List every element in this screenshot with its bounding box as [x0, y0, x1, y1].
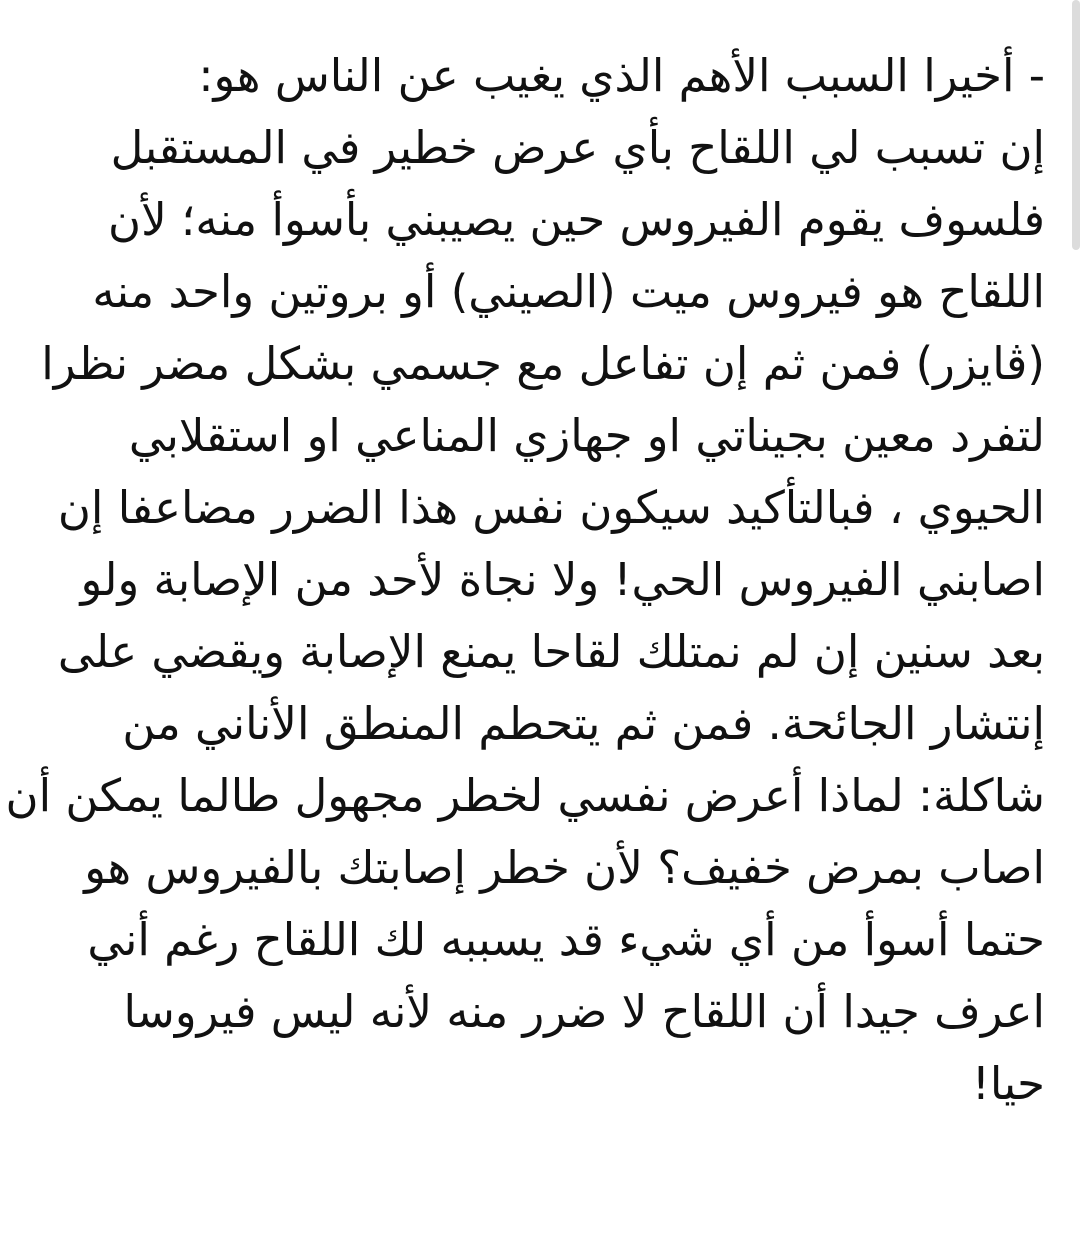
text-line: لتفرد معين بجيناتي او جهازي المناعي او استقلابي	[128, 409, 1045, 462]
text-line: اصاب بمرض خفيف؟ لأن خطر إصابتك بالفيروس هو	[84, 841, 1045, 894]
text-line: اللقاح هو فيروس ميت (الصيني) أو بروتين واحد منه	[92, 265, 1045, 318]
text-line: حيا!	[971, 1057, 1045, 1110]
scrollbar[interactable]	[1072, 0, 1080, 250]
text-line: حتما أسوأ من أي شيء قد يسببه لك اللقاح رغم أني	[87, 913, 1045, 966]
text-line: إن تسبب لي اللقاح بأي عرض خطير في المستقبل	[110, 121, 1045, 174]
text-line: شاكلة: لماذا أعرض نفسي لخطر مجهول طالما يمكن أن	[5, 769, 1045, 822]
text-line: اصابني الفيروس الحي! ولا نجاة لأحد من الإصابة ولو	[80, 553, 1045, 606]
text-line: إنتشار الجائحة. فمن ثم يتحطم المنطق الأناني من	[122, 697, 1045, 750]
text-line: (ڤايزر) فمن ثم إن تفاعل مع جسمي بشكل مضر نظرا	[41, 337, 1045, 390]
arabic-text-body	[5, 40, 1045, 1120]
text-line: فلسوف يقوم الفيروس حين يصيبني بأسوأ منه؛ لأن	[108, 193, 1045, 246]
text-line: الحيوي ، فبالتأكيد سيكون نفس هذا الضرر مضاعفا إن	[57, 481, 1045, 534]
text-line: - أخيرا السبب الأهم الذي يغيب عن الناس هو:	[198, 49, 1045, 102]
text-line: اعرف جيدا أن اللقاح لا ضرر منه لأنه ليس فيروسا	[123, 985, 1045, 1038]
text-line: بعد سنين إن لم نمتلك لقاحا يمنع الإصابة ويقضي على	[57, 625, 1045, 678]
